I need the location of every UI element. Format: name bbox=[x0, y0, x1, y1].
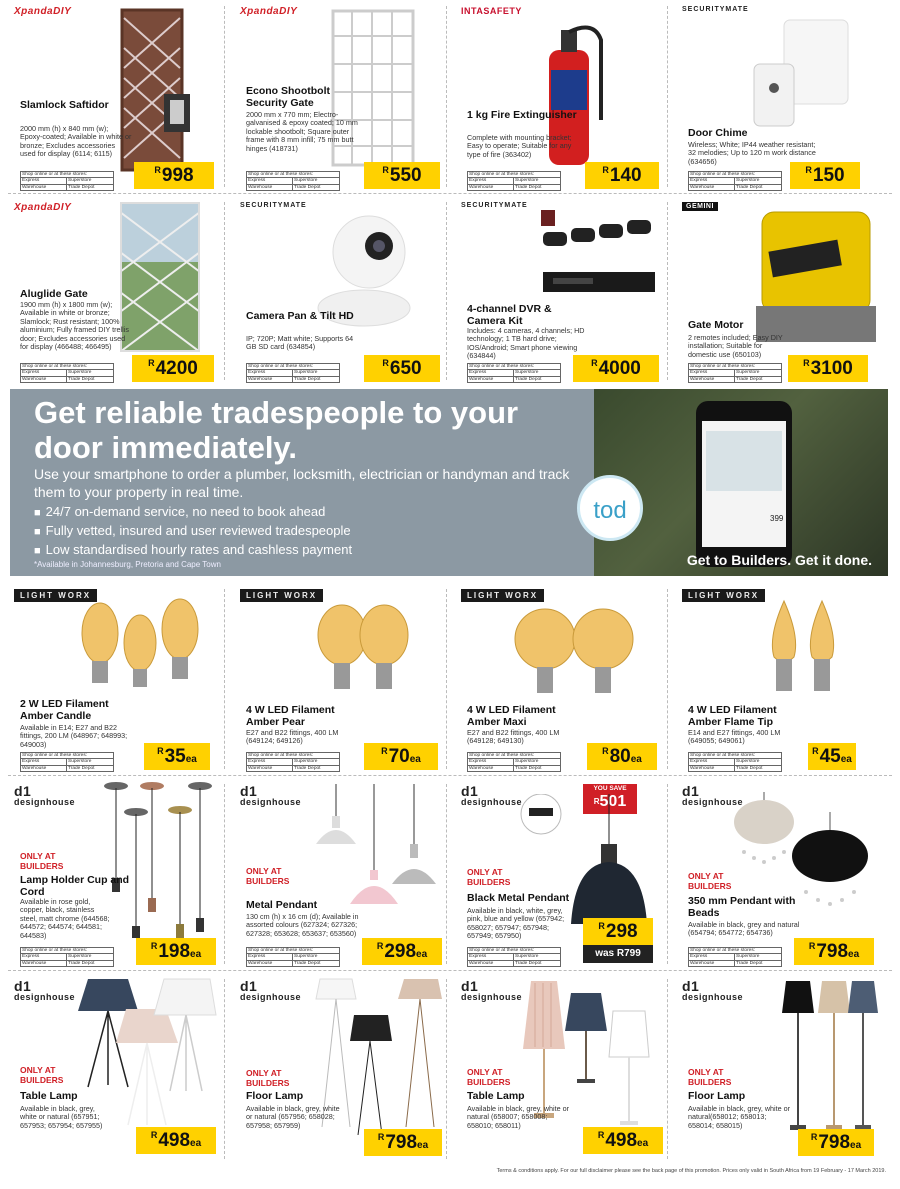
store-availability: Shop online or at these stores: Express Superstore Warehouse Trade Depot bbox=[688, 947, 782, 967]
store-availability: Shop online or at these stores: Express Superstore Warehouse Trade Depot bbox=[688, 363, 782, 383]
product-pleated-table-lamp[interactable] bbox=[447, 973, 667, 1165]
was-price: was R799 bbox=[583, 945, 653, 963]
footer-disclaimer: Terms & conditions apply. For our full disclaimer please see the back page of this promotion. Prices only valid in South Africa from 19 February - 17 March 2019. bbox=[496, 1168, 886, 1174]
product-camera-pan-tilt[interactable] bbox=[226, 196, 446, 386]
product-econo-shootbolt-gate[interactable] bbox=[226, 0, 446, 193]
product-title: 1 kg Fire Extinguisher bbox=[467, 109, 577, 121]
store-availability: Shop online or at these stores: Express Superstore Warehouse Trade Depot bbox=[20, 363, 114, 383]
brand-logo: XpandaDIY bbox=[14, 202, 72, 213]
banner-photo bbox=[594, 389, 888, 576]
product-description: Available in black, grey and natural (654794; 654772; 654736) bbox=[688, 920, 800, 938]
product-title: Table Lamp bbox=[20, 1090, 78, 1102]
product-title: Slamlock Saftidor bbox=[20, 99, 109, 111]
product-fire-extinguisher[interactable] bbox=[447, 0, 667, 193]
price-tag: $^R$4000 bbox=[573, 355, 659, 382]
you-save-badge: YOU SAVE $^R$501 bbox=[583, 784, 637, 814]
price-tag: $^R$798ea bbox=[798, 1129, 874, 1156]
brand-logo: SECURITYMATE bbox=[240, 202, 307, 209]
price-tag: $^R$798ea bbox=[794, 938, 874, 965]
store-availability: Shop online or at these stores: Express Superstore Warehouse Trade Depot bbox=[467, 947, 561, 967]
product-door-chime[interactable] bbox=[668, 0, 888, 193]
store-availability: Shop online or at these stores: Express Superstore Warehouse Trade Depot bbox=[20, 947, 114, 967]
product-title: Table Lamp bbox=[467, 1090, 525, 1102]
product-row-2 bbox=[0, 196, 900, 386]
product-stand-floor-lamp[interactable] bbox=[668, 973, 888, 1165]
brand-logo: d1 designhouse bbox=[14, 783, 76, 807]
store-availability: Shop online or at these stores: Express Superstore Warehouse Trade Depot bbox=[688, 171, 782, 191]
only-at-builders-label: ONLY AT BUILDERS bbox=[246, 866, 290, 886]
product-title: 4-channel DVR & Camera Kit bbox=[467, 303, 552, 327]
price-tag: $^R$150 bbox=[790, 162, 860, 189]
product-title: Metal Pendant bbox=[246, 899, 318, 911]
brand-logo: d1 designhouse bbox=[240, 783, 302, 807]
product-row-4 bbox=[0, 778, 900, 970]
only-at-builders-label: ONLY AT BUILDERS bbox=[467, 867, 511, 887]
product-row-5 bbox=[0, 973, 900, 1165]
price-tag: $^R$140 bbox=[585, 162, 659, 189]
store-availability: Shop online or at these stores: Express Superstore Warehouse Trade Depot bbox=[246, 947, 340, 967]
store-availability: Shop online or at these stores: Express Superstore Warehouse Trade Depot bbox=[246, 171, 340, 191]
product-title: 350 mm Pendant with Beads bbox=[688, 895, 796, 919]
tod-banner[interactable] bbox=[10, 389, 888, 576]
price-tag: $^R$35ea bbox=[144, 743, 210, 770]
banner-bullet: ■ Fully vetted, insured and user reviewed tradespeople bbox=[34, 522, 352, 541]
price-tag: $^R$998 bbox=[134, 162, 214, 189]
banner-bullets bbox=[34, 503, 352, 560]
product-amber-pear[interactable] bbox=[226, 583, 446, 775]
product-title: 4 W LED Filament Amber Pear bbox=[246, 704, 335, 728]
maxi-bulbs-icon bbox=[509, 603, 639, 703]
banner-bullet: ■ 24/7 on-demand service, no need to book ahead bbox=[34, 503, 352, 522]
product-description: Wireless; White; IP44 weather resistant; 32 melodies; Up to 120 m work distance (634656) bbox=[688, 140, 816, 166]
price-tag: $^R$80ea bbox=[587, 743, 657, 770]
brand-logo: d1 designhouse bbox=[14, 978, 76, 1002]
product-title: Floor Lamp bbox=[688, 1090, 746, 1102]
brand-logo: SECURITYMATE bbox=[682, 6, 749, 13]
banner-bullet: ■ Low standardised hourly rates and cashless payment bbox=[34, 541, 352, 560]
product-description: Includes: 4 cameras, 4 channels; HD technology; 1 TB hard drive; IOS/Android; Smart phone viewing (634844) bbox=[467, 326, 585, 361]
store-availability: Shop online or at these stores: Express Superstore Warehouse Trade Depot bbox=[246, 363, 340, 383]
security-door-icon bbox=[120, 8, 200, 173]
price-tag: $^R$70ea bbox=[364, 743, 438, 770]
product-description: 2000 mm (h) x 840 mm (w); Epoxy-coated; Available in white or bronze; Excludes accessories used for display (6114; 6115) bbox=[20, 124, 132, 159]
product-description: E27 and B22 fittings, 400 LM (649128; 649130) bbox=[467, 728, 560, 746]
product-description: Available in black, grey, white or natural (658007; 658008; 658010; 658011) bbox=[467, 1104, 570, 1130]
product-title: 2 W LED Filament Amber Candle bbox=[20, 698, 109, 722]
only-at-builders-label: ONLY AT BUILDERS bbox=[246, 1068, 290, 1088]
brand-logo: d1 designhouse bbox=[682, 978, 744, 1002]
pear-bulbs-icon bbox=[312, 601, 412, 701]
product-title: Black Metal Pendant bbox=[467, 892, 570, 904]
store-availability: Shop online or at these stores: Express Superstore Warehouse Trade Depot bbox=[20, 752, 114, 772]
product-row-1 bbox=[0, 0, 900, 193]
store-availability: Shop online or at these stores: Express Superstore Warehouse Trade Depot bbox=[467, 363, 561, 383]
product-aluglide-gate[interactable] bbox=[0, 196, 220, 386]
brand-logo: LIGHT WORX bbox=[240, 589, 323, 602]
price-tag: $^R$298ea bbox=[362, 938, 442, 965]
product-title: 4 W LED Filament Amber Flame Tip bbox=[688, 704, 777, 728]
product-title: Camera Pan & Tilt HD bbox=[246, 310, 354, 322]
tod-logo: tod bbox=[577, 475, 643, 541]
product-description: 130 cm (h) x 16 cm (d); Available in assorted colours (627324; 627326; 627328; 653628; 653637; 653560) bbox=[246, 912, 359, 938]
brand-logo: XpandaDIY bbox=[14, 6, 72, 17]
product-title: 4 W LED Filament Amber Maxi bbox=[467, 704, 556, 728]
product-description: Available in black, grey, white or natural(658012; 658013; 658014; 658015) bbox=[688, 1104, 791, 1130]
product-amber-flame-tip[interactable] bbox=[668, 583, 888, 775]
product-description: Available in E14; E27 and B22 fittings, 200 LM (648967; 648993; 649003) bbox=[20, 723, 128, 749]
product-title: Econo Shootbolt Security Gate bbox=[246, 85, 330, 109]
only-at-builders-label: ONLY AT BUILDERS bbox=[688, 1067, 732, 1087]
only-at-builders-label: ONLY AT BUILDERS bbox=[688, 871, 732, 891]
brand-logo: LIGHT WORX bbox=[682, 589, 765, 602]
banner-note: *Available in Johannesburg, Pretoria and Cape Town bbox=[34, 560, 221, 569]
product-title: Door Chime bbox=[688, 127, 748, 139]
product-metal-pendant[interactable] bbox=[226, 778, 446, 970]
brand-logo: GEMINI bbox=[682, 202, 718, 211]
price-tag: $^R$4200 bbox=[132, 355, 214, 382]
product-slamlock-saftidor[interactable] bbox=[0, 0, 220, 193]
product-description: Available in black, white, grey, pink, blue and yellow (657942; 658027; 657947; 657948; 657949; 657950) bbox=[467, 906, 565, 941]
brand-logo: d1 designhouse bbox=[461, 978, 523, 1002]
product-amber-maxi[interactable] bbox=[447, 583, 667, 775]
price-tag: $^R$298 bbox=[583, 918, 653, 945]
store-availability: Shop online or at these stores: Express Superstore Warehouse Trade Depot bbox=[20, 171, 114, 191]
product-amber-candle[interactable] bbox=[0, 583, 220, 775]
product-lamp-holder[interactable] bbox=[0, 778, 220, 970]
product-title: Floor Lamp bbox=[246, 1090, 304, 1102]
product-description: IP; 720P; Matt white; Supports 64 GB SD card (634854) bbox=[246, 334, 354, 352]
dvr-kit-icon bbox=[537, 208, 663, 300]
product-description: Available in black, grey, white or natural (657951; 657953; 657954; 657955) bbox=[20, 1104, 103, 1130]
price-tag: $^R$798ea bbox=[364, 1129, 442, 1156]
product-row-3 bbox=[0, 583, 900, 775]
candle-bulbs-icon bbox=[78, 593, 206, 693]
brand-logo: d1 designhouse bbox=[682, 783, 744, 807]
lamp-holders-icon bbox=[100, 780, 218, 940]
product-gate-motor[interactable] bbox=[668, 196, 888, 386]
brand-logo: LIGHT WORX bbox=[14, 589, 97, 602]
product-description: E14 and E27 fittings, 400 LM (649055; 649061) bbox=[688, 728, 781, 746]
trellis-gate-icon bbox=[120, 202, 200, 352]
brand-logo: d1 designhouse bbox=[240, 978, 302, 1002]
product-black-metal-pendant[interactable] bbox=[447, 778, 667, 970]
price-tag: $^R$498ea bbox=[583, 1127, 663, 1154]
product-tripod-table-lamp[interactable] bbox=[0, 973, 220, 1165]
store-availability: Shop online or at these stores: Express Superstore Warehouse Trade Depot bbox=[688, 752, 782, 772]
product-description: Complete with mounting bracket; Easy to operate; Suitable for any type of fire (363402) bbox=[467, 133, 572, 159]
smartphone-icon bbox=[694, 399, 794, 569]
product-description: Available in rose gold, copper, black, stainless steel, matt chrome (644568; 644572; 644574; 644581; 644583) bbox=[20, 897, 110, 940]
price-tag: $^R$198ea bbox=[136, 938, 216, 965]
product-title: Lamp Holder Cup and Cord bbox=[20, 874, 130, 898]
flame-bulbs-icon bbox=[764, 597, 844, 701]
store-availability: Shop online or at these stores: Express Superstore Warehouse Trade Depot bbox=[467, 752, 561, 772]
only-at-builders-label: ONLY AT BUILDERS bbox=[467, 1067, 511, 1087]
price-tag: $^R$650 bbox=[364, 355, 440, 382]
product-description: E27 and B22 fittings, 400 LM (649124; 649126) bbox=[246, 728, 339, 746]
banner-headline: Get reliable tradespeople to your door immediately. bbox=[34, 395, 519, 465]
banner-subtext: Use your smartphone to order a plumber, locksmith, electrician or handyman and track them to your property in real time. bbox=[34, 466, 570, 500]
brand-logo: d1 designhouse bbox=[461, 783, 523, 807]
product-dvr-camera-kit[interactable] bbox=[447, 196, 667, 386]
price-tag: $^R$45ea bbox=[808, 743, 856, 770]
product-tripod-floor-lamp[interactable] bbox=[226, 973, 446, 1165]
brand-logo: XpandaDIY bbox=[240, 6, 298, 17]
product-description: Available in black, grey, white or natural (657956; 658028; 657958; 657959) bbox=[246, 1104, 340, 1130]
store-availability: Shop online or at these stores: Express Superstore Warehouse Trade Depot bbox=[467, 171, 561, 191]
product-description: 2 remotes included; Easy DIY installation; Suitable for domestic use (650103) bbox=[688, 333, 783, 359]
brand-logo: SECURITYMATE bbox=[461, 202, 528, 209]
product-description: 1900 mm (h) x 1800 mm (w); Available in white or bronze; Slamlock; Rust resistant; 100% aluminium; Fully framed DIY trellis door; Excludes accessories used for display (466488; 466495) bbox=[20, 300, 129, 352]
banner-tagline: Get to Builders. Get it done. bbox=[686, 552, 872, 568]
brand-logo: LIGHT WORX bbox=[461, 589, 544, 602]
only-at-builders-label: ONLY AT BUILDERS bbox=[20, 1065, 64, 1085]
brand-logo: INTASAFETY bbox=[461, 6, 522, 16]
product-title: Aluglide Gate bbox=[20, 288, 88, 300]
price-tag: $^R$3100 bbox=[788, 355, 868, 382]
store-availability: Shop online or at these stores: Express Superstore Warehouse Trade Depot bbox=[246, 752, 340, 772]
product-description: 2000 mm x 770 mm; Electro-galvanised & epoxy coated; 10 mm lockable shootbolt; Square outer frame with 8 mm infill; 75 mm butt hinges (418731) bbox=[246, 110, 358, 153]
price-tag: $^R$550 bbox=[364, 162, 440, 189]
price-tag: $^R$498ea bbox=[136, 1127, 216, 1154]
product-title: Gate Motor bbox=[688, 319, 744, 331]
phone-price: 399 bbox=[770, 514, 784, 523]
only-at-builders-label: ONLY AT BUILDERS bbox=[20, 851, 64, 871]
door-chime-icon bbox=[750, 18, 880, 128]
product-bead-pendant[interactable] bbox=[668, 778, 888, 970]
